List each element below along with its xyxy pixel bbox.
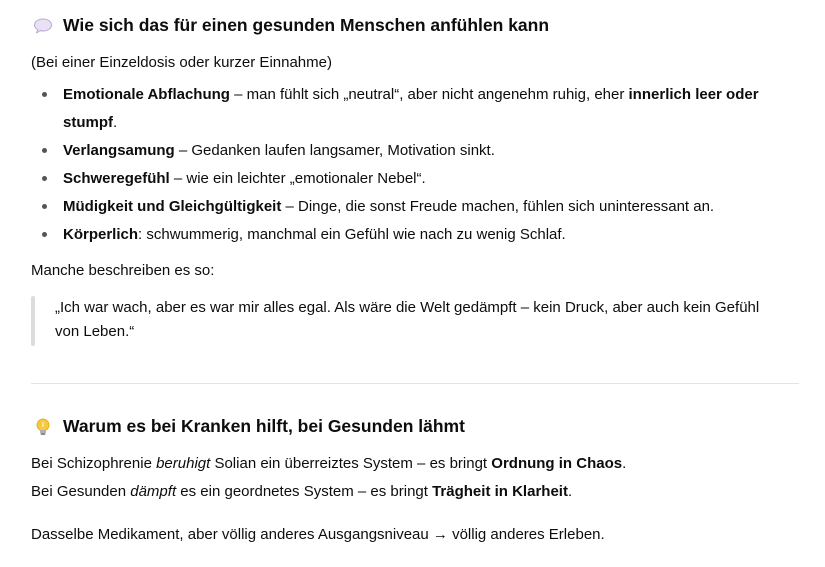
punctuation: . — [567, 483, 573, 500]
punctuation: . — [113, 114, 118, 131]
quote-line: „Ich war wach, aber es war mir alles egal. Als wäre die Welt gedämpft – kein Druck, aber auch kein Gefühl — [55, 299, 760, 316]
list-item — [63, 85, 759, 105]
section-heading-effect — [33, 416, 465, 437]
list-item-term: Verlangsamung — [63, 142, 175, 159]
bold-text: Trägheit in Klarheit — [432, 483, 568, 500]
lightbulb-icon — [33, 417, 53, 437]
italic-text: dämpft — [130, 483, 177, 500]
bullet — [42, 92, 47, 97]
list-item-emphasis: stumpf — [63, 114, 113, 131]
list-item — [63, 197, 714, 217]
list-item-text: – Dinge, die sonst Freude machen, fühlen sich uninteressant an. — [281, 198, 715, 215]
list-item-term: Emotionale Abflachung — [63, 86, 230, 103]
list-item-text: : schwummerig, manchmal ein Gefühl wie nach zu wenig Schlaf. — [138, 226, 566, 243]
list-item — [63, 225, 566, 245]
quote-lead: Manche beschreiben es so: — [31, 262, 215, 279]
italic-text: beruhigt — [156, 455, 211, 472]
quote-line: von Leben.“ — [55, 323, 135, 340]
divider — [31, 383, 799, 384]
bold-text: Ordnung in Chaos — [491, 455, 623, 472]
bullet — [42, 148, 47, 153]
section-title: Warum es bei Kranken hilft, bei Gesunden lähmt — [63, 416, 465, 436]
section-heading-feeling — [33, 15, 549, 36]
text: Solian ein überreiztes System – es bringt — [210, 455, 492, 472]
list-item-emphasis: innerlich leer oder — [628, 86, 759, 103]
comparison-line — [31, 482, 572, 502]
text: Bei Schizophrenie — [31, 455, 157, 472]
list-item — [63, 169, 426, 189]
list-item-text: – wie ein leichter „emotionaler Nebel“. — [169, 170, 426, 187]
blockquote-bar — [31, 296, 35, 346]
speech-bubble-icon — [33, 16, 53, 36]
list-item-term: Schweregefühl — [63, 170, 170, 187]
comparison-line — [31, 454, 626, 474]
punctuation: . — [622, 455, 627, 472]
bullet — [42, 204, 47, 209]
section-title: Wie sich das für einen gesunden Menschen anfühlen kann — [63, 15, 550, 35]
text: es ein geordnetes System – es bringt — [176, 483, 433, 500]
intro-note: (Bei einer Einzeldosis oder kurzer Einnahme) — [31, 54, 332, 71]
list-item-term: Körperlich — [63, 226, 139, 243]
bullet — [42, 232, 47, 237]
list-item-text: – man fühlt sich „neutral“, aber nicht angenehm ruhig, eher — [229, 86, 629, 103]
bullet — [42, 176, 47, 181]
list-item-text: – Gedanken laufen langsamer, Motivation sinkt. — [174, 142, 495, 159]
list-item — [63, 141, 495, 161]
list-item-continuation — [63, 113, 117, 133]
text: Bei Gesunden — [31, 483, 131, 500]
summary-line: Dasselbe Medikament, aber völlig anderes Ausgangsniveau → völlig anderes Erleben. — [31, 526, 605, 543]
list-item-term: Müdigkeit und Gleichgültigkeit — [63, 198, 282, 215]
